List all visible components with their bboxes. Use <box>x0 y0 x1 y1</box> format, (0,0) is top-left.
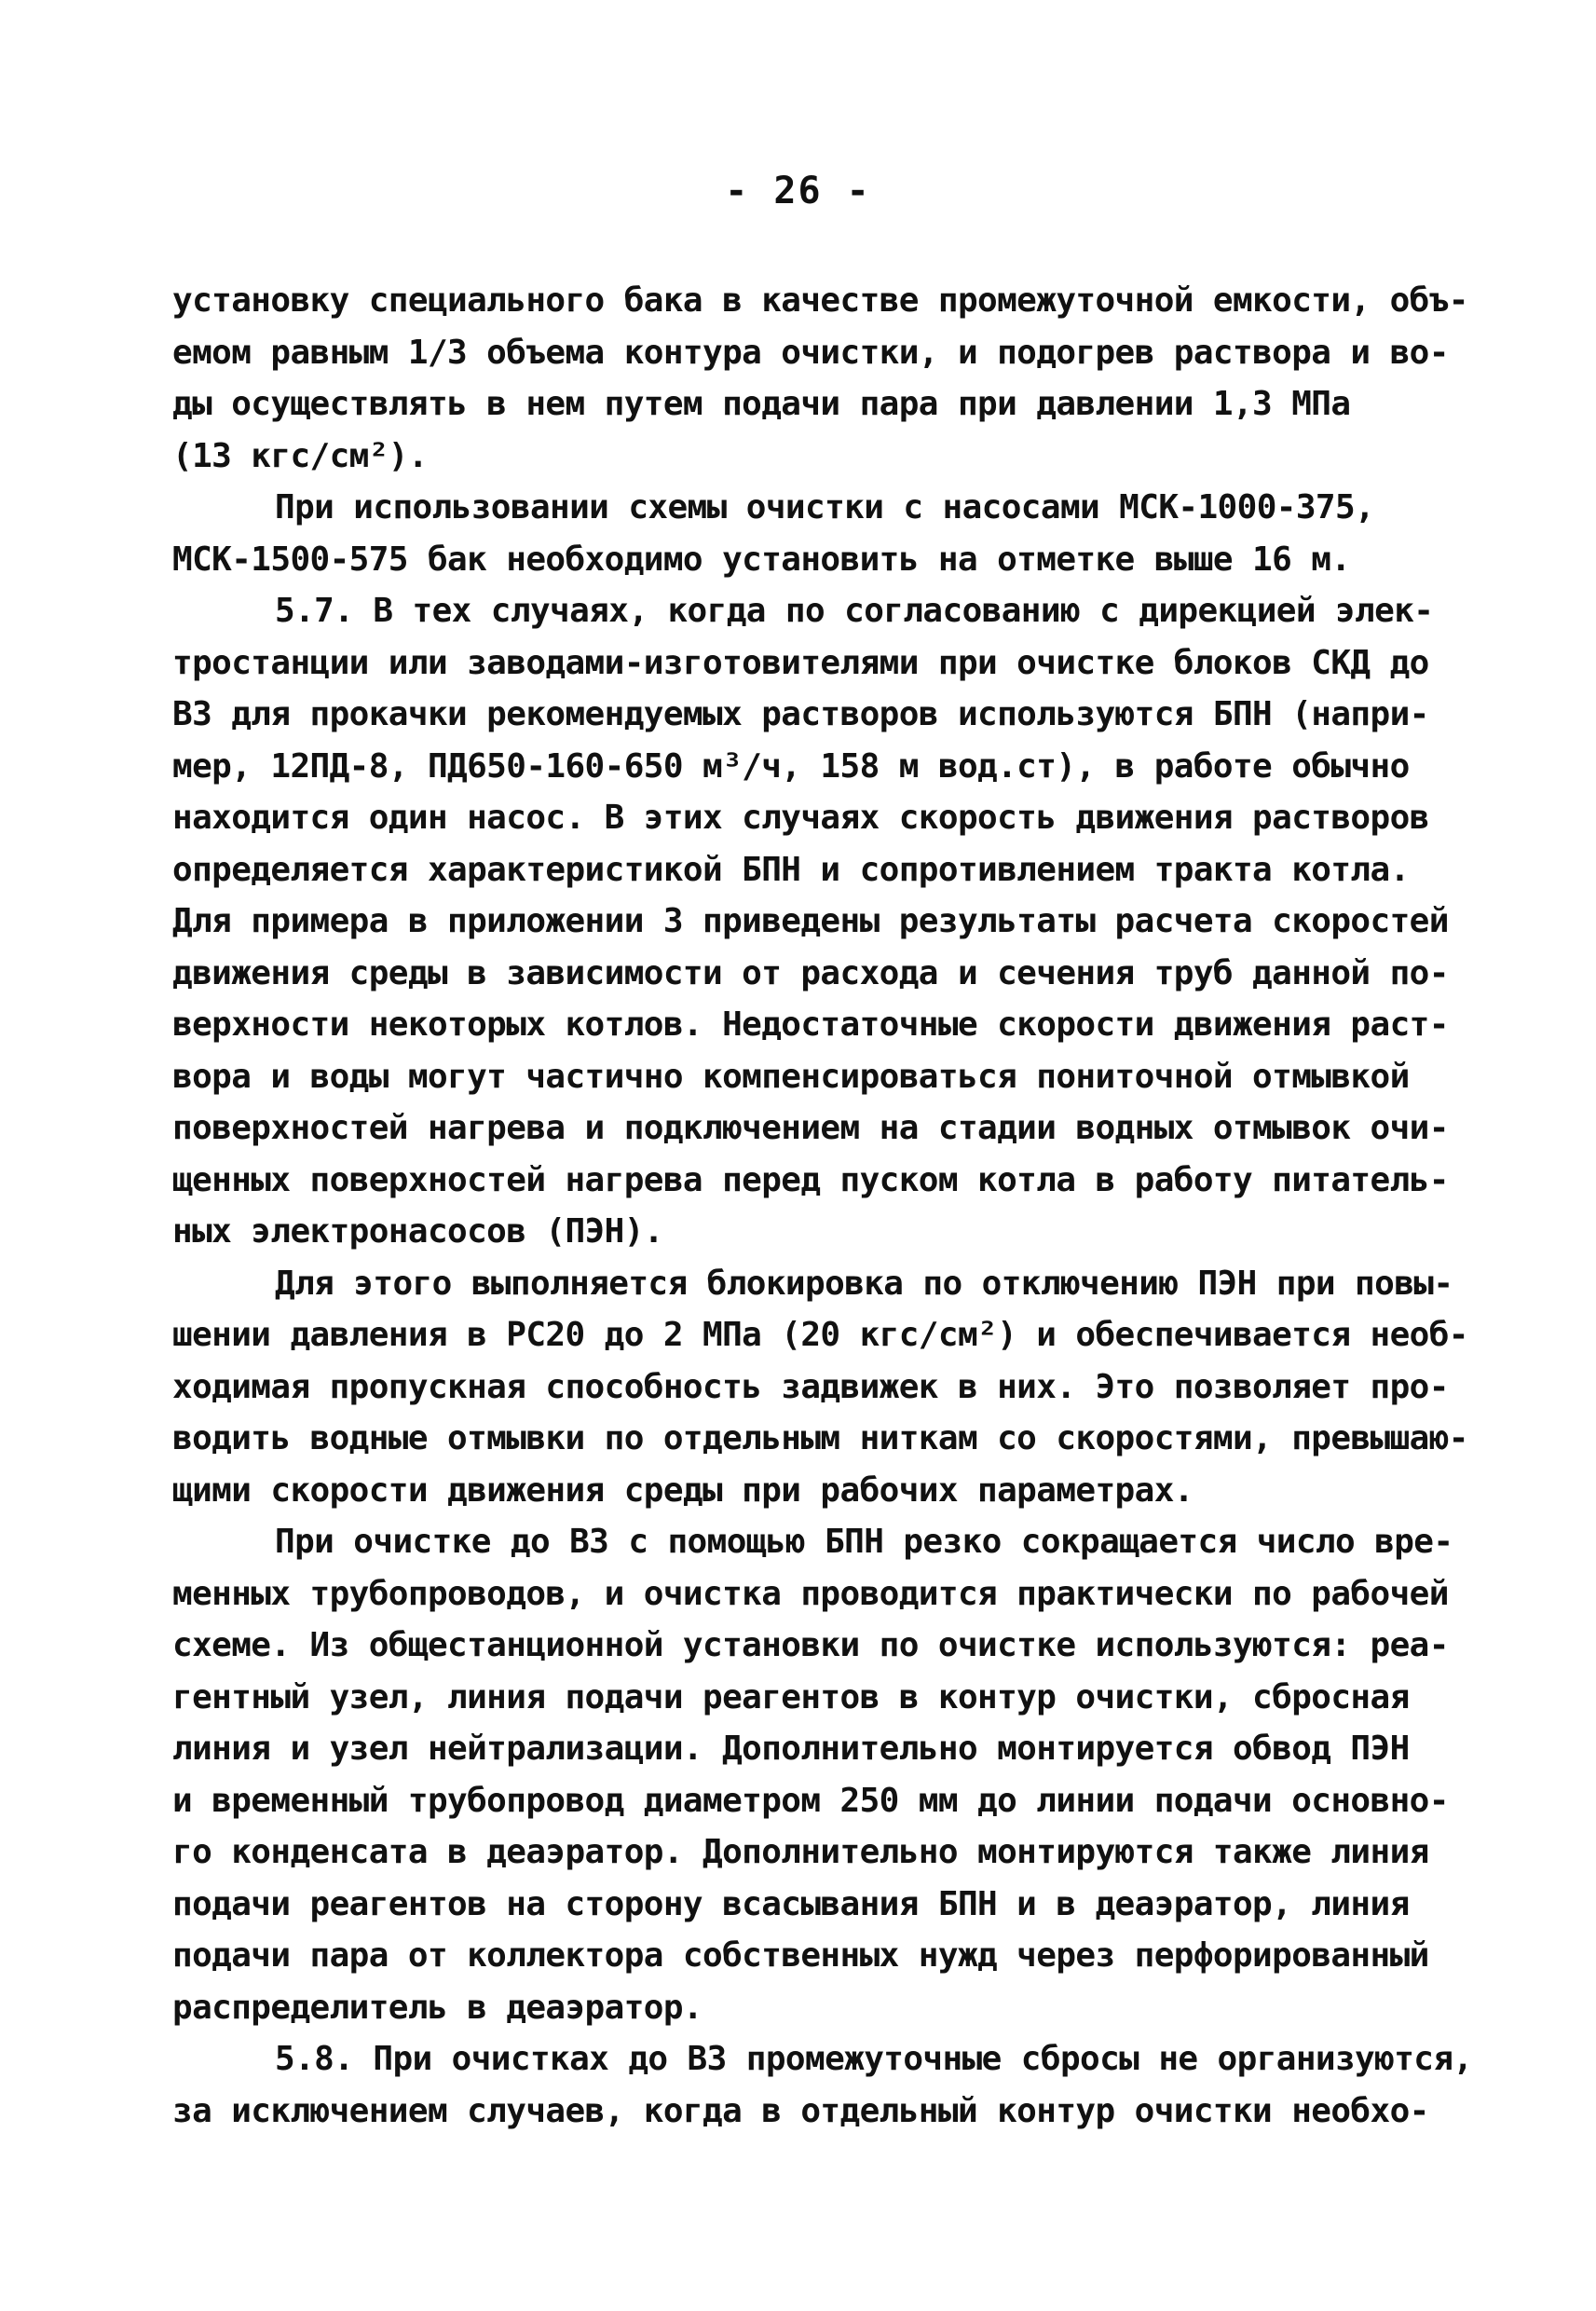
text-line: вора и воды могут частично компенсироваться пониточной отмывкой <box>172 1057 1410 1096</box>
text-line: мер, 12ПД-8, ПД650-160-650 м³/ч, 158 м вод.ст), в работе обычно <box>172 746 1410 786</box>
text-line: Для примера в приложении 3 приведены результаты расчета скоростей <box>172 902 1449 940</box>
text-line: подачи пара от коллектора собственных нужд через перфорированный <box>172 1936 1429 1975</box>
text-line: щими скорости движения среды при рабочих параметрах. <box>172 1470 1194 1510</box>
text-line: При очистке до ВЗ с помощью БПН резко сокращается число вре- <box>275 1523 1453 1561</box>
text-line: гентный узел, линия подачи реагентов в контур очистки, сбросная <box>172 1677 1410 1716</box>
text-line: 5.7. В тех случаях, когда по согласованию с дирекцией элек- <box>275 592 1434 630</box>
text-line: за исключением случаев, когда в отдельный контур очистки необхо- <box>172 2091 1429 2130</box>
text-line: МСК-1500-575 бак необходимо установить на отметке выше 16 м. <box>172 540 1351 579</box>
text-line: (13 кгс/см²). <box>172 436 428 475</box>
page-number: - 26 - <box>725 170 871 212</box>
text-line: щенных поверхностей нагрева перед пуском котла в работу питатель- <box>172 1160 1449 1199</box>
text-line: шении давления в РС20 до 2 МПа (20 кгс/см²) и обеспечивается необ- <box>172 1316 1468 1354</box>
text-line: ВЗ для прокачки рекомендуемых растворов используются БПН (напри- <box>172 695 1429 733</box>
text-line: и временный трубопровод диаметром 250 мм до линии подачи основно- <box>172 1781 1449 1820</box>
text-line: менных трубопроводов, и очистка проводится практически по рабочей <box>172 1574 1449 1613</box>
text-line: подачи реагентов на сторону всасывания БПН и в деаэратор, линия <box>172 1884 1410 1923</box>
text-line: Для этого выполняется блокировка по отключению ПЭН при повы- <box>275 1264 1453 1303</box>
text-line: находится один насос. В этих случаях скорость движения растворов <box>172 799 1429 837</box>
text-line: верхности некоторых котлов. Недостаточные скорости движения раст- <box>172 1005 1449 1044</box>
text-line: движения среды в зависимости от расхода и сечения труб данной по- <box>172 953 1449 992</box>
body-text <box>172 275 1473 2137</box>
text-line: тростанции или заводами-изготовителями при очистке блоков СКД до <box>172 643 1429 682</box>
text-line: определяется характеристикой БПН и сопротивлением тракта котла. <box>172 850 1410 889</box>
text-line: распределитель в деаэратор. <box>172 1988 703 2027</box>
text-line: емом равным 1/3 объема контура очистки, и подогрев раствора и во- <box>172 333 1449 372</box>
text-line: установку специального бака в качестве промежуточной емкости, объ- <box>172 281 1468 320</box>
text-line: При использовании схемы очистки с насосами МСК-1000-375, <box>275 488 1375 526</box>
text-line: ды осуществлять в нем путем подачи пара при давлении 1,3 МПа <box>172 385 1351 423</box>
text-line: 5.8. При очистках до ВЗ промежуточные сбросы не организуются, <box>275 2040 1473 2078</box>
text-line: го конденсата в деаэратор. Дополнительно монтируются также линия <box>172 1833 1429 1871</box>
text-line: линия и узел нейтрализации. Дополнительно монтируется обвод ПЭН <box>172 1730 1410 1768</box>
text-line: поверхностей нагрева и подключением на стадии водных отмывок очи- <box>172 1109 1449 1147</box>
text-line: ходимая пропускная способность задвижек в них. Это позволяет про- <box>172 1367 1449 1406</box>
text-line: ных электронасосов (ПЭН). <box>172 1212 663 1251</box>
text-line: водить водные отмывки по отдельным ниткам со скоростями, превышаю- <box>172 1419 1468 1457</box>
text-line: схеме. Из общестанционной установки по очистке используются: реа- <box>172 1626 1449 1664</box>
